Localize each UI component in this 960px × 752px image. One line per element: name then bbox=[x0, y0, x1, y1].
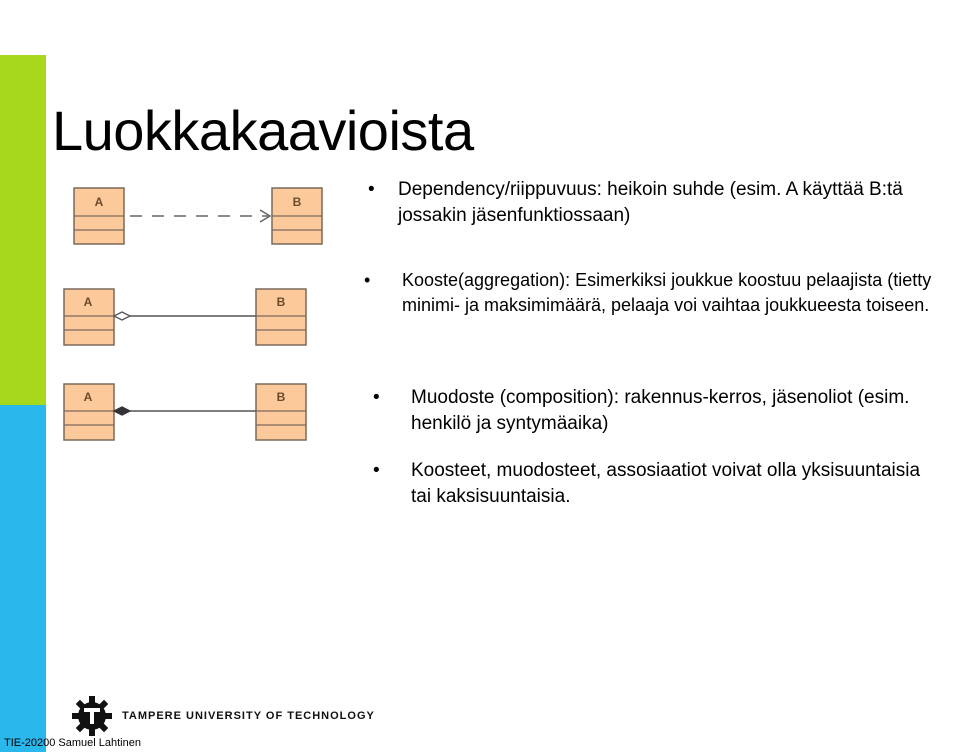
tut-logo-icon bbox=[70, 694, 114, 738]
bullet-dot-icon: • bbox=[373, 460, 380, 481]
class-label-a: A bbox=[94, 195, 104, 209]
class-box-b bbox=[256, 289, 306, 345]
bullet-dot-icon: • bbox=[373, 387, 380, 408]
class-label-a: A bbox=[83, 295, 93, 309]
bullet-text: Muodoste (composition): rakennus-kerros, jäsenoliot (esim. henkilö ja syntymäaika) bbox=[411, 387, 910, 434]
class-label-b: B bbox=[292, 195, 302, 209]
class-box-a bbox=[64, 384, 114, 440]
bullet-text: Koosteet, muodosteet, assosiaatiot voivat olla yksisuuntaisia tai kaksisuuntaisia. bbox=[411, 460, 921, 507]
bullet-dot-icon: • bbox=[368, 179, 375, 200]
bullet-text: Dependency/riippuvuus: heikoin suhde (esim. A käyttää B:tä jossakin jäsenfunktiossaan) bbox=[398, 179, 903, 226]
class-box-a bbox=[74, 188, 124, 244]
class-label-b: B bbox=[276, 295, 286, 309]
bullet-aggregation bbox=[364, 268, 960, 318]
bullet-text: Kooste(aggregation): Esimerkiksi joukkue koostuu pelaajista (tietty minimi- ja maksimimäärä, pelaaja voi vaihtaa joukkueesta toiseen. bbox=[402, 270, 932, 315]
class-label-b: B bbox=[276, 390, 286, 404]
class-box-b bbox=[256, 384, 306, 440]
bullet-dependency bbox=[368, 177, 938, 229]
class-box-a bbox=[64, 289, 114, 345]
filled-diamond-icon bbox=[114, 407, 130, 415]
bullet-directionality bbox=[373, 458, 931, 510]
bullet-composition bbox=[373, 385, 951, 437]
composition-diagram bbox=[64, 384, 306, 440]
class-box-b bbox=[272, 188, 322, 244]
aggregation-diagram bbox=[64, 289, 306, 345]
hollow-diamond-icon bbox=[114, 312, 130, 320]
university-name: TAMPERE UNIVERSITY OF TECHNOLOGY bbox=[122, 710, 375, 722]
class-label-a: A bbox=[83, 390, 93, 404]
dependency-diagram bbox=[74, 188, 322, 244]
bullet-dot-icon: • bbox=[364, 270, 371, 290]
slide-title: Luokkakaavioista bbox=[52, 98, 474, 162]
course-footer: TIE-20200 Samuel Lahtinen bbox=[4, 737, 141, 749]
